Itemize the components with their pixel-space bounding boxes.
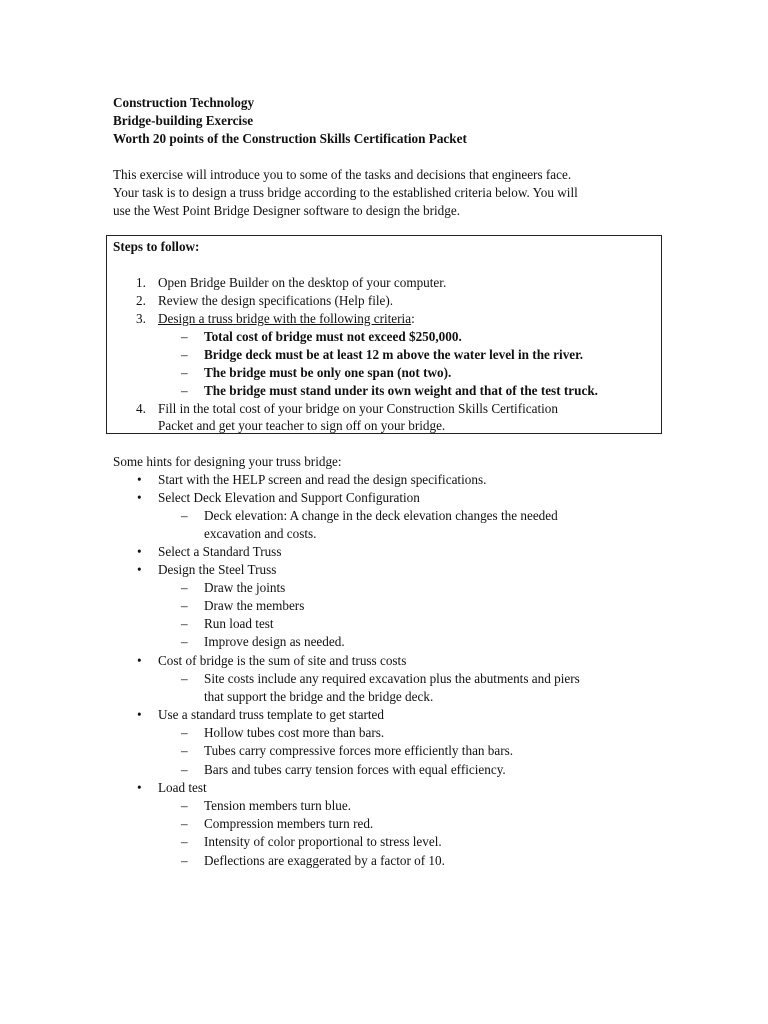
sub-dash: – (181, 762, 188, 777)
hint-template-sub: Hollow tubes cost more than bars. (204, 725, 385, 740)
bullet-icon: • (137, 490, 142, 505)
criteria-dash: – (181, 347, 188, 362)
sub-dash: – (181, 634, 188, 649)
step-2-number: 2. (136, 293, 146, 308)
sub-dash: – (181, 598, 188, 613)
step-3-text (158, 310, 415, 328)
hint-steel-truss-sub: Draw the members (204, 598, 305, 613)
hint-load-test-sub: Intensity of color proportional to stress level. (204, 834, 442, 849)
criteria-item-load: The bridge must stand under its own weight and that of the test truck. (204, 383, 598, 398)
sub-dash: – (181, 671, 188, 686)
hint-cost-detail-1: Site costs include any required excavation plus the abutments and piers (204, 671, 580, 686)
hint-deck-elevation-detail-1: Deck elevation: A change in the deck elevation changes the needed (204, 508, 558, 523)
hint-deck-elevation: Select Deck Elevation and Support Configuration (158, 490, 420, 505)
bullet-icon: • (137, 653, 142, 668)
bullet-icon: • (137, 707, 142, 722)
bullet-icon: • (137, 780, 142, 795)
criteria-dash: – (181, 329, 188, 344)
hint-template-sub: Bars and tubes carry tension forces with equal efficiency. (204, 762, 506, 777)
doc-title-course: Construction Technology (113, 95, 255, 110)
hints-title: Some hints for designing your truss bridge: (113, 454, 342, 469)
steps-title: Steps to follow: (113, 239, 200, 254)
hint-template-sub: Tubes carry compressive forces more efficiently than bars. (204, 743, 514, 758)
step-3-number: 3. (136, 311, 146, 326)
hint-cost-detail-2: that support the bridge and the bridge deck. (204, 689, 434, 704)
step-2-text: Review the design specifications (Help file). (158, 293, 394, 308)
hint-deck-elevation-detail-2: excavation and costs. (204, 526, 317, 541)
bullet-icon: • (137, 562, 142, 577)
intro-line-1: This exercise will introduce you to some of the tasks and decisions that engineers face. (113, 167, 572, 182)
hint-load-test-sub: Tension members turn blue. (204, 798, 352, 813)
sub-dash: – (181, 616, 188, 631)
hint-standard-truss: Select a Standard Truss (158, 544, 282, 559)
hint-cost: Cost of bridge is the sum of site and truss costs (158, 653, 407, 668)
criteria-item-span: The bridge must be only one span (not two). (204, 365, 452, 380)
hint-steel-truss-sub: Draw the joints (204, 580, 286, 595)
bullet-icon: • (137, 472, 142, 487)
criteria-item-deck-height: Bridge deck must be at least 12 m above the water level in the river. (204, 347, 584, 362)
hint-load-test-sub: Compression members turn red. (204, 816, 374, 831)
sub-dash: – (181, 834, 188, 849)
doc-title-points: Worth 20 points of the Construction Skills Certification Packet (113, 131, 467, 146)
hint-load-test-sub: Deflections are exaggerated by a factor of 10. (204, 853, 445, 868)
bullet-icon: • (137, 544, 142, 559)
sub-dash: – (181, 580, 188, 595)
hint-template: Use a standard truss template to get started (158, 707, 384, 722)
step-3-colon: : (411, 311, 415, 326)
step-1-text: Open Bridge Builder on the desktop of your computer. (158, 275, 447, 290)
step-4-text-line-2: Packet and get your teacher to sign off on your bridge. (158, 418, 446, 433)
sub-dash: – (181, 743, 188, 758)
step-4-number: 4. (136, 401, 146, 416)
hint-help-screen: Start with the HELP screen and read the design specifications. (158, 472, 487, 487)
step-3-underlined: Design a truss bridge with the following criteria (158, 311, 412, 326)
criteria-dash: – (181, 383, 188, 398)
sub-dash: – (181, 816, 188, 831)
sub-dash: – (181, 798, 188, 813)
sub-dash: – (181, 853, 188, 868)
step-1-number: 1. (136, 275, 146, 290)
intro-line-3: use the West Point Bridge Designer software to design the bridge. (113, 203, 460, 218)
intro-line-2: Your task is to design a truss bridge according to the established criteria below. You will (113, 185, 578, 200)
doc-title-exercise: Bridge-building Exercise (113, 113, 254, 128)
hint-steel-truss: Design the Steel Truss (158, 562, 277, 577)
hint-steel-truss-sub: Improve design as needed. (204, 634, 345, 649)
criteria-dash: – (181, 365, 188, 380)
criteria-item-cost: Total cost of bridge must not exceed $250,000. (204, 329, 462, 344)
hint-load-test: Load test (158, 780, 207, 795)
step-4-text-line-1: Fill in the total cost of your bridge on your Construction Skills Certification (158, 401, 558, 416)
sub-dash: – (181, 725, 188, 740)
hint-steel-truss-sub: Run load test (204, 616, 274, 631)
sub-dash: – (181, 508, 188, 523)
